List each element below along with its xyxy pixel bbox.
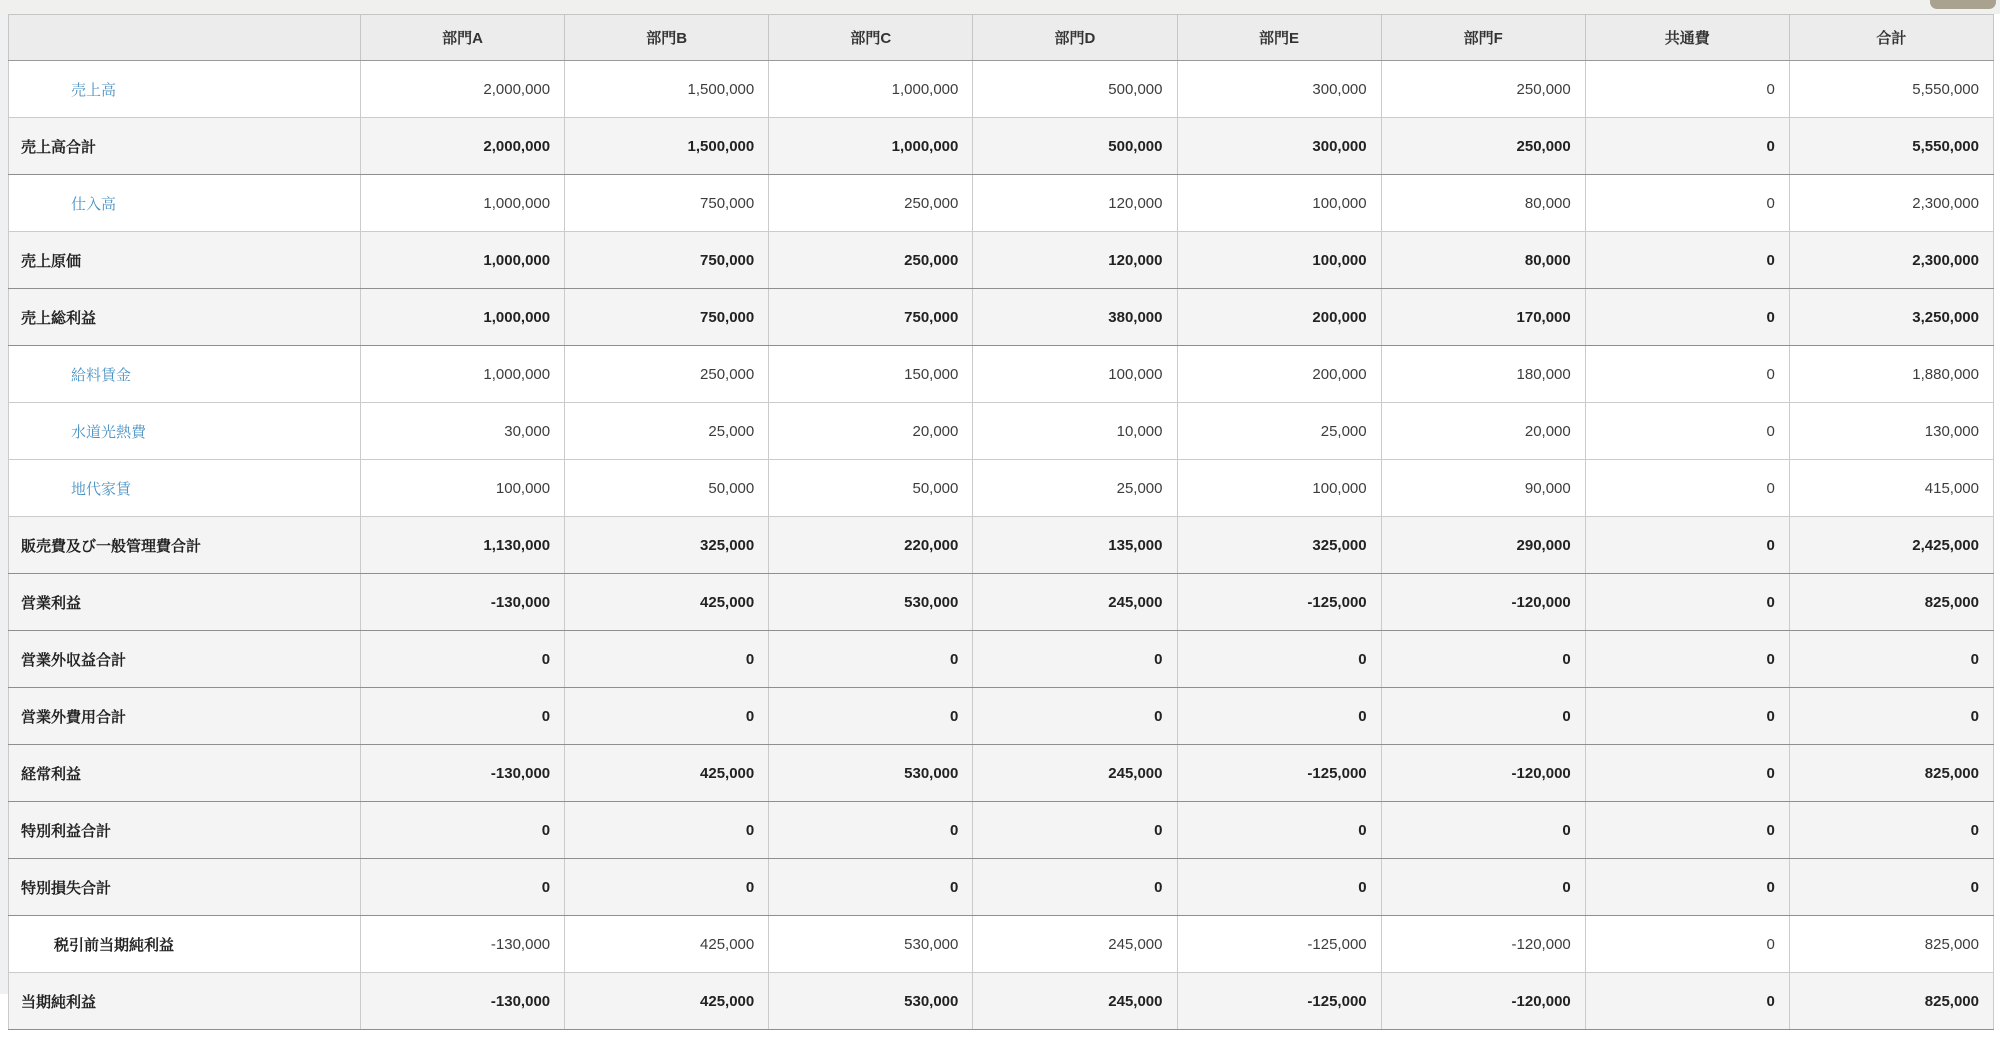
row-label: 売上総利益 xyxy=(9,289,361,346)
amount-cell: 0 xyxy=(565,802,769,859)
amount-cell: 0 xyxy=(565,859,769,916)
amount-cell: -125,000 xyxy=(1177,973,1381,1030)
account-link[interactable]: 売上高 xyxy=(71,81,117,99)
amount-cell: 425,000 xyxy=(565,574,769,631)
row-label: 営業外収益合計 xyxy=(9,631,361,688)
row-label: 営業利益 xyxy=(9,574,361,631)
amount-cell: 0 xyxy=(1585,574,1789,631)
amount-cell: 130,000 xyxy=(1789,403,1993,460)
amount-cell: -120,000 xyxy=(1381,574,1585,631)
amount-cell: 0 xyxy=(1381,802,1585,859)
amount-cell: 1,000,000 xyxy=(361,289,565,346)
amount-cell: 2,425,000 xyxy=(1789,517,1993,574)
amount-cell: 1,000,000 xyxy=(769,61,973,118)
table-row xyxy=(9,859,1994,916)
amount-cell: -125,000 xyxy=(1177,745,1381,802)
table-row xyxy=(9,631,1994,688)
column-header-4: 部門D xyxy=(973,15,1177,61)
amount-cell: 25,000 xyxy=(973,460,1177,517)
table-row xyxy=(9,688,1994,745)
row-label xyxy=(9,346,361,403)
top-strip xyxy=(0,0,2000,14)
amount-cell: 0 xyxy=(1585,517,1789,574)
table-row xyxy=(9,916,1994,973)
left-gutter xyxy=(0,14,8,994)
amount-cell: 425,000 xyxy=(565,973,769,1030)
amount-cell: 0 xyxy=(1585,175,1789,232)
amount-cell: 30,000 xyxy=(361,403,565,460)
amount-cell: 0 xyxy=(1177,631,1381,688)
amount-cell: 0 xyxy=(1585,403,1789,460)
table-row xyxy=(9,574,1994,631)
amount-cell: 100,000 xyxy=(1177,175,1381,232)
amount-cell: 0 xyxy=(1381,688,1585,745)
column-header-1: 部門A xyxy=(361,15,565,61)
table-row xyxy=(9,232,1994,289)
amount-cell: 530,000 xyxy=(769,973,973,1030)
amount-cell: 20,000 xyxy=(1381,403,1585,460)
amount-cell: 0 xyxy=(973,631,1177,688)
amount-cell: 0 xyxy=(1585,289,1789,346)
row-label: 売上高合計 xyxy=(9,118,361,175)
amount-cell: 325,000 xyxy=(565,517,769,574)
amount-cell: 245,000 xyxy=(973,745,1177,802)
amount-cell: 50,000 xyxy=(769,460,973,517)
amount-cell: 750,000 xyxy=(565,175,769,232)
profit-loss-by-department-table xyxy=(8,14,1994,1030)
amount-cell: 425,000 xyxy=(565,745,769,802)
corner-chip xyxy=(1930,0,1996,9)
column-header-7: 共通費 xyxy=(1585,15,1789,61)
amount-cell: 415,000 xyxy=(1789,460,1993,517)
amount-cell: 1,000,000 xyxy=(361,232,565,289)
table-body xyxy=(9,61,1994,1030)
amount-cell: 245,000 xyxy=(973,574,1177,631)
column-header-8: 合計 xyxy=(1789,15,1993,61)
column-header-2: 部門B xyxy=(565,15,769,61)
amount-cell: 80,000 xyxy=(1381,232,1585,289)
amount-cell: 0 xyxy=(1585,631,1789,688)
amount-cell: 5,550,000 xyxy=(1789,118,1993,175)
row-label: 特別利益合計 xyxy=(9,802,361,859)
amount-cell: 425,000 xyxy=(565,916,769,973)
table-row xyxy=(9,61,1994,118)
amount-cell: 100,000 xyxy=(973,346,1177,403)
row-label: 特別損失合計 xyxy=(9,859,361,916)
amount-cell: 170,000 xyxy=(1381,289,1585,346)
amount-cell: 750,000 xyxy=(565,232,769,289)
amount-cell: 1,500,000 xyxy=(565,118,769,175)
amount-cell: 1,000,000 xyxy=(769,118,973,175)
table-row xyxy=(9,118,1994,175)
amount-cell: 825,000 xyxy=(1789,916,1993,973)
row-label: 当期純利益 xyxy=(9,973,361,1030)
column-header-3: 部門C xyxy=(769,15,973,61)
amount-cell: 0 xyxy=(1585,688,1789,745)
amount-cell: 100,000 xyxy=(361,460,565,517)
amount-cell: 0 xyxy=(769,859,973,916)
amount-cell: 10,000 xyxy=(973,403,1177,460)
amount-cell: 0 xyxy=(361,802,565,859)
amount-cell: 0 xyxy=(1381,631,1585,688)
amount-cell: 0 xyxy=(1585,802,1789,859)
row-label: 経常利益 xyxy=(9,745,361,802)
amount-cell: 2,300,000 xyxy=(1789,232,1993,289)
amount-cell: 825,000 xyxy=(1789,574,1993,631)
amount-cell: 0 xyxy=(1585,61,1789,118)
amount-cell: 0 xyxy=(1585,346,1789,403)
account-link[interactable]: 水道光熱費 xyxy=(71,423,147,441)
amount-cell: 0 xyxy=(1585,118,1789,175)
amount-cell: 0 xyxy=(361,859,565,916)
amount-cell: 245,000 xyxy=(973,973,1177,1030)
amount-cell: 0 xyxy=(361,688,565,745)
amount-cell: 0 xyxy=(1381,859,1585,916)
amount-cell: -120,000 xyxy=(1381,745,1585,802)
amount-cell: 25,000 xyxy=(565,403,769,460)
amount-cell: 825,000 xyxy=(1789,745,1993,802)
table-row xyxy=(9,289,1994,346)
amount-cell: 0 xyxy=(565,688,769,745)
amount-cell: 1,130,000 xyxy=(361,517,565,574)
amount-cell: 5,550,000 xyxy=(1789,61,1993,118)
amount-cell: 0 xyxy=(1585,460,1789,517)
amount-cell: 250,000 xyxy=(1381,61,1585,118)
amount-cell: 0 xyxy=(973,802,1177,859)
row-label: 売上原価 xyxy=(9,232,361,289)
amount-cell: -130,000 xyxy=(361,973,565,1030)
row-label: 販売費及び一般管理費合計 xyxy=(9,517,361,574)
account-link[interactable]: 給料賃金 xyxy=(71,366,132,384)
amount-cell: 0 xyxy=(1585,973,1789,1030)
amount-cell: 2,300,000 xyxy=(1789,175,1993,232)
amount-cell: 1,000,000 xyxy=(361,346,565,403)
amount-cell: 150,000 xyxy=(769,346,973,403)
table-row xyxy=(9,460,1994,517)
amount-cell: 750,000 xyxy=(565,289,769,346)
amount-cell: 0 xyxy=(565,631,769,688)
table-row xyxy=(9,745,1994,802)
row-label: 税引前当期純利益 xyxy=(9,916,361,973)
amount-cell: 0 xyxy=(1789,859,1993,916)
amount-cell: 0 xyxy=(1585,916,1789,973)
table-row xyxy=(9,802,1994,859)
amount-cell: 2,000,000 xyxy=(361,61,565,118)
amount-cell: 0 xyxy=(769,688,973,745)
amount-cell: -130,000 xyxy=(361,745,565,802)
amount-cell: 2,000,000 xyxy=(361,118,565,175)
amount-cell: 180,000 xyxy=(1381,346,1585,403)
amount-cell: 250,000 xyxy=(565,346,769,403)
row-label xyxy=(9,61,361,118)
amount-cell: 0 xyxy=(769,631,973,688)
amount-cell: 1,000,000 xyxy=(361,175,565,232)
table-row xyxy=(9,346,1994,403)
amount-cell: 90,000 xyxy=(1381,460,1585,517)
amount-cell: 825,000 xyxy=(1789,973,1993,1030)
amount-cell: 100,000 xyxy=(1177,232,1381,289)
amount-cell: 25,000 xyxy=(1177,403,1381,460)
amount-cell: 0 xyxy=(1789,688,1993,745)
amount-cell: 0 xyxy=(973,688,1177,745)
amount-cell: 290,000 xyxy=(1381,517,1585,574)
amount-cell: 300,000 xyxy=(1177,61,1381,118)
amount-cell: 750,000 xyxy=(769,289,973,346)
amount-cell: 0 xyxy=(361,631,565,688)
table-header-row xyxy=(9,15,1994,61)
amount-cell: 1,500,000 xyxy=(565,61,769,118)
amount-cell: 120,000 xyxy=(973,232,1177,289)
amount-cell: 1,880,000 xyxy=(1789,346,1993,403)
amount-cell: 20,000 xyxy=(769,403,973,460)
amount-cell: -130,000 xyxy=(361,574,565,631)
amount-cell: 0 xyxy=(1177,802,1381,859)
amount-cell: 220,000 xyxy=(769,517,973,574)
amount-cell: 0 xyxy=(1585,859,1789,916)
amount-cell: 0 xyxy=(1789,631,1993,688)
amount-cell: 0 xyxy=(769,802,973,859)
row-label xyxy=(9,460,361,517)
amount-cell: 135,000 xyxy=(973,517,1177,574)
amount-cell: 0 xyxy=(973,859,1177,916)
amount-cell: 380,000 xyxy=(973,289,1177,346)
amount-cell: 200,000 xyxy=(1177,289,1381,346)
amount-cell: 3,250,000 xyxy=(1789,289,1993,346)
amount-cell: 0 xyxy=(1585,232,1789,289)
account-link[interactable]: 地代家賃 xyxy=(71,480,132,498)
header-empty-corner xyxy=(9,15,361,61)
amount-cell: 530,000 xyxy=(769,745,973,802)
table-row xyxy=(9,973,1994,1030)
table-row xyxy=(9,403,1994,460)
amount-cell: 500,000 xyxy=(973,61,1177,118)
amount-cell: -125,000 xyxy=(1177,574,1381,631)
row-label xyxy=(9,175,361,232)
amount-cell: 50,000 xyxy=(565,460,769,517)
amount-cell: 200,000 xyxy=(1177,346,1381,403)
row-label xyxy=(9,403,361,460)
amount-cell: -130,000 xyxy=(361,916,565,973)
column-header-6: 部門F xyxy=(1381,15,1585,61)
amount-cell: 0 xyxy=(1585,745,1789,802)
amount-cell: 100,000 xyxy=(1177,460,1381,517)
row-label: 営業外費用合計 xyxy=(9,688,361,745)
amount-cell: 250,000 xyxy=(769,175,973,232)
amount-cell: -125,000 xyxy=(1177,916,1381,973)
account-link[interactable]: 仕入高 xyxy=(71,195,117,213)
column-header-5: 部門E xyxy=(1177,15,1381,61)
amount-cell: 500,000 xyxy=(973,118,1177,175)
amount-cell: 0 xyxy=(1789,802,1993,859)
table-row xyxy=(9,175,1994,232)
table-row xyxy=(9,517,1994,574)
amount-cell: -120,000 xyxy=(1381,973,1585,1030)
amount-cell: 0 xyxy=(1177,859,1381,916)
amount-cell: 245,000 xyxy=(973,916,1177,973)
amount-cell: 325,000 xyxy=(1177,517,1381,574)
amount-cell: 80,000 xyxy=(1381,175,1585,232)
amount-cell: 250,000 xyxy=(1381,118,1585,175)
amount-cell: 530,000 xyxy=(769,574,973,631)
amount-cell: -120,000 xyxy=(1381,916,1585,973)
amount-cell: 250,000 xyxy=(769,232,973,289)
amount-cell: 120,000 xyxy=(973,175,1177,232)
amount-cell: 300,000 xyxy=(1177,118,1381,175)
amount-cell: 530,000 xyxy=(769,916,973,973)
amount-cell: 0 xyxy=(1177,688,1381,745)
